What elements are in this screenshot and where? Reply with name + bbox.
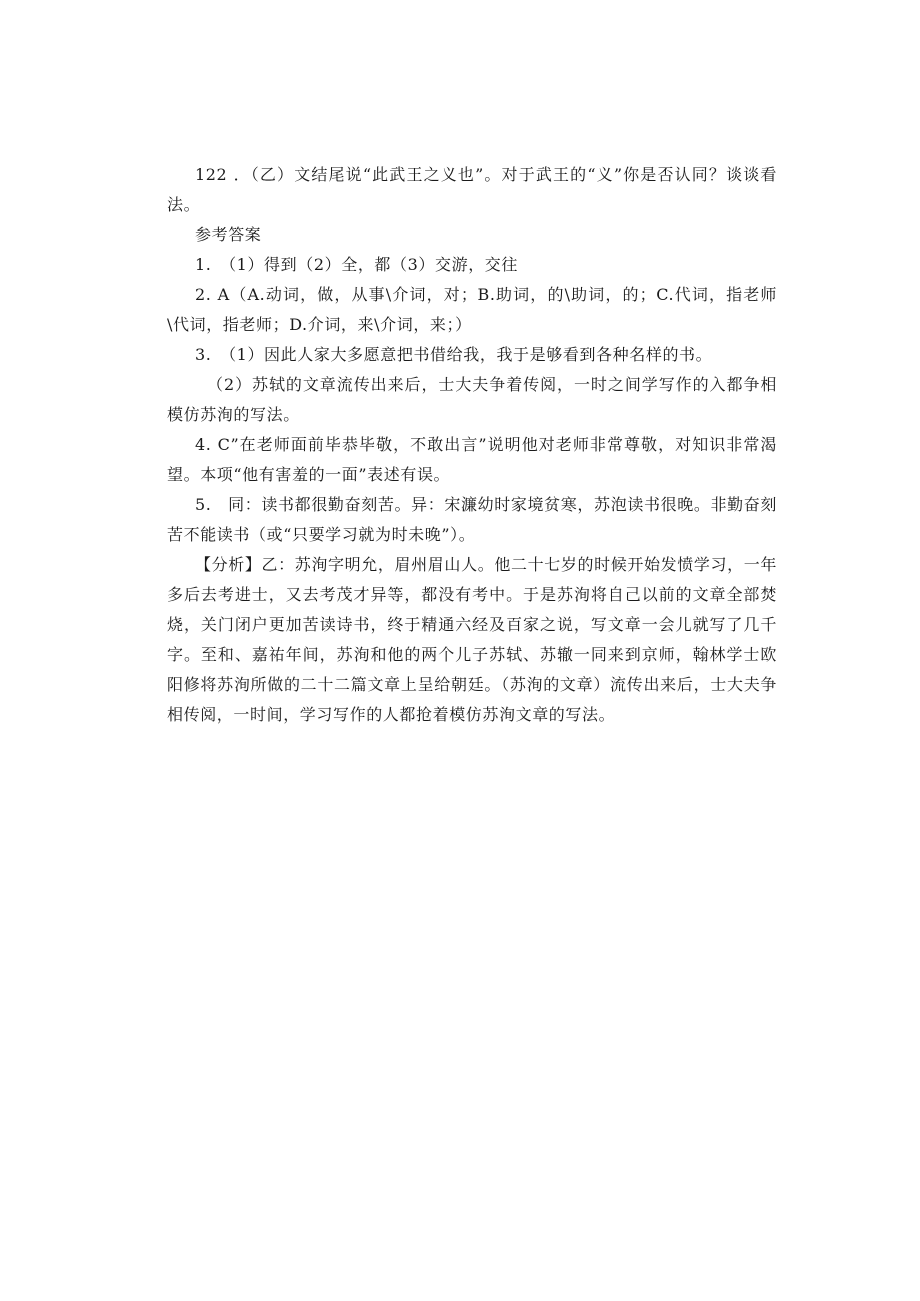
answer-3-part-2: （2）苏轼的文章流传出来后，士大夫争着传阅，一时之间学写作的入都争相模仿苏洵的写法。 xyxy=(167,375,777,424)
answer-1: 1. （1）得到（2）全，都（3）交游，交往 xyxy=(195,255,519,274)
document-body xyxy=(167,160,777,730)
answer-2: 2. A（A.动词，做，从事\介词，对；B.助词，的\助词，的；C.代词，指老师\代词，指老师；D.介词，来\介词，来；） xyxy=(167,285,777,334)
answer-4: 4. C”在老师面前毕恭毕敬，不敢出言”说明他对老师非常尊敬，对知识非常渴望。本项“他有害羞的一面”表述有误。 xyxy=(167,435,777,484)
answers-heading: 参考答案 xyxy=(195,225,262,244)
analysis-paragraph: 【分析】乙：苏洵字明允，眉州眉山人。他二十七岁的时候开始发愤学习，一年多后去考进士，又去考茂才异等，都没有考中。于是苏洵将自己以前的文章全部焚烧，关门闭户更加苦读诗书，终于精通六经及百家之说，写文章一会儿就写了几千字。至和、嘉祐年间，苏洵和他的两个儿子苏轼、苏辙一同来到京师，翰林学士欧阳修将苏洵所做的二十二篇文章上呈给朝廷。（苏洵的文章）流传出来后，士大夫争相传阅，一时间，学习写作的人都抢着模仿苏洵文章的写法。 xyxy=(167,555,777,724)
answer-5: 5. 同：读书都很勤奋刻苦。异：宋濂幼时家境贫寒，苏泡读书很晚。非勤奋刻苦不能读书（或“只要学习就为时未晚”）。 xyxy=(167,495,777,544)
question-122: 122 ．（乙）文结尾说“此武王之义也”。对于武王的“义”你是否认同？谈谈看法。 xyxy=(167,165,777,214)
answer-3-part-1: 3. （1）因此人家大多愿意把书借给我，我于是够看到各种名样的书。 xyxy=(195,345,713,364)
